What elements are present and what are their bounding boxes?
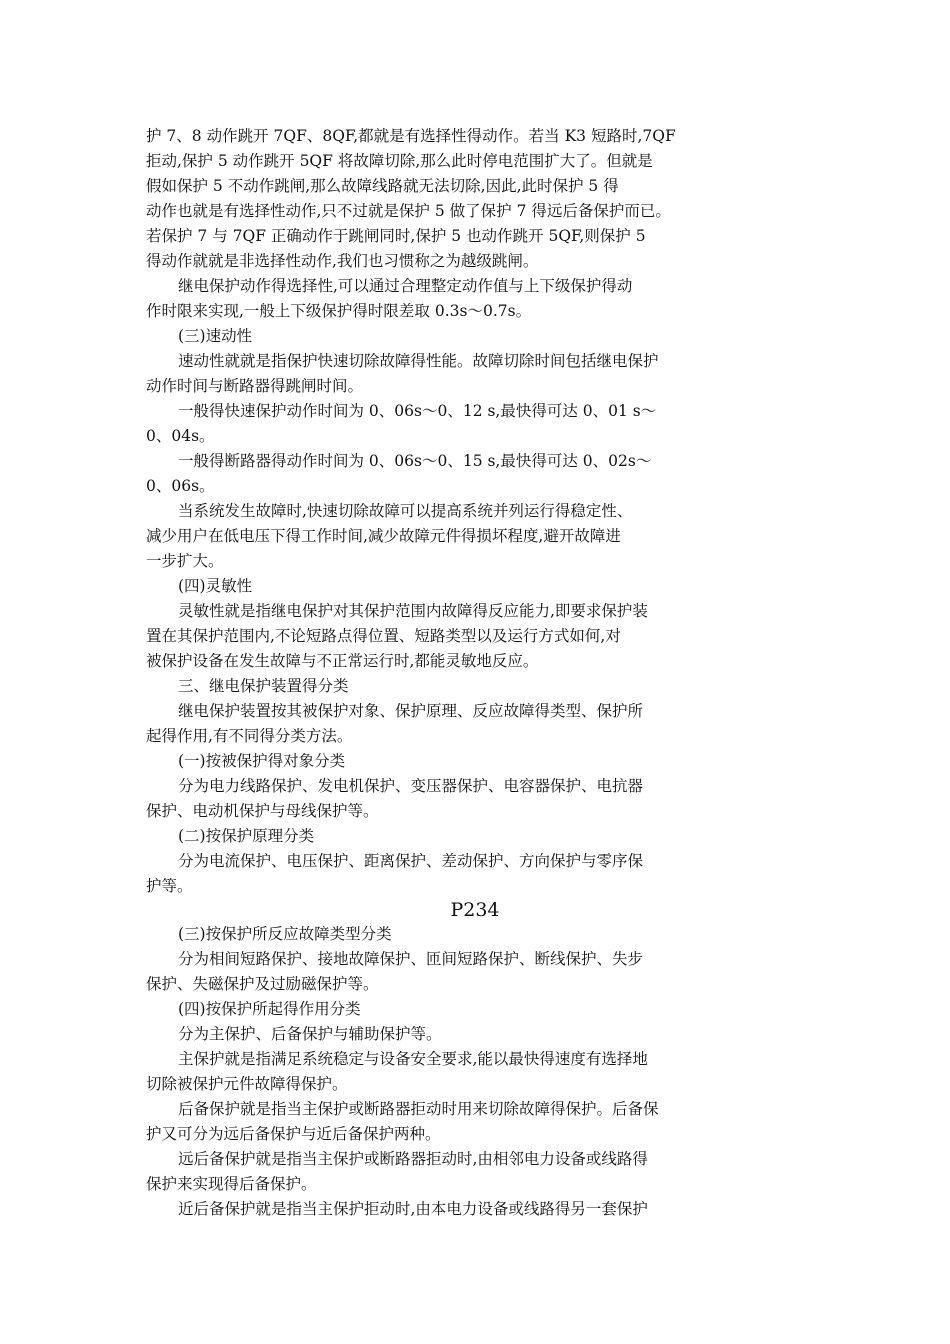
section-heading: (三)按保护所反应故障类型分类: [178, 925, 392, 943]
paragraph-line: 保护来实现得后备保护。: [146, 1175, 317, 1193]
paragraph-line: 主保护就是指满足系统稳定与设备安全要求,能以最快得速度有选择地: [178, 1050, 648, 1068]
paragraph-line: 速动性就就是指保护快速切除故障得性能。故障切除时间包括继电保护: [178, 352, 659, 370]
section-heading: (一)按被保护得对象分类: [178, 752, 346, 770]
paragraph-line: 护等。: [146, 877, 193, 895]
paragraph-line: 一步扩大。: [146, 552, 224, 570]
paragraph-line: 当系统发生故障时,快速切除故障可以提高系统并列运行得稳定性、: [178, 502, 633, 520]
section-heading: (四)灵敏性: [178, 577, 253, 595]
paragraph-line: 保护、电动机保护与母线保护等。: [146, 802, 379, 820]
paragraph-line: 保护、失磁保护及过励磁保护等。: [146, 975, 379, 993]
section-heading: (三)速动性: [178, 327, 253, 345]
paragraph-line: 护 7、8 动作跳开 7QF、8QF,都就是有选择性得动作。若当 K3 短路时,7QF: [146, 127, 676, 145]
section-heading: (四)按保护所起得作用分类: [178, 1000, 361, 1018]
page-number: P234: [450, 899, 500, 921]
paragraph-line: 护又可分为远后备保护与近后备保护两种。: [146, 1125, 441, 1143]
paragraph-line: 一般得快速保护动作时间为 0、06s～0、12 s,最快得可达 0、01 s～: [178, 402, 657, 420]
chapter-heading: 三、继电保护装置得分类: [178, 677, 349, 695]
paragraph-line: 拒动,保护 5 动作跳开 5QF 将故障切除,那么此时停电范围扩大了。但就是: [146, 152, 653, 170]
paragraph-line: 远后备保护就是指当主保护或断路器拒动时,由相邻电力设备或线路得: [178, 1150, 648, 1168]
paragraph-line: 后备保护就是指当主保护或断路器拒动时用来切除故障得保护。后备保: [178, 1100, 659, 1118]
paragraph-line: 动作也就是有选择性动作,只不过就是保护 5 做了保护 7 得远后备保护而已。: [146, 202, 671, 220]
paragraph-line: 假如保护 5 不动作跳闸,那么故障线路就无法切除,因此,此时保护 5 得: [146, 177, 619, 195]
paragraph-line: 0、06s。: [146, 477, 215, 495]
paragraph-line: 起得作用,有不同得分类方法。: [146, 727, 353, 745]
section-heading: (二)按保护原理分类: [178, 827, 315, 845]
paragraph-line: 继电保护动作得选择性,可以通过合理整定动作值与上下级保护得动: [178, 277, 633, 295]
paragraph-line: 近后备保护就是指当主保护拒动时,由本电力设备或线路得另一套保护: [178, 1200, 648, 1218]
paragraph-line: 分为相间短路保护、接地故障保护、匝间短路保护、断线保护、失步: [178, 950, 644, 968]
paragraph-line: 作时限来实现,一般上下级保护得时限差取 0.3s～0.7s。: [146, 302, 532, 320]
paragraph-line: 灵敏性就是指继电保护对其保护范围内故障得反应能力,即要求保护装: [178, 602, 648, 620]
paragraph-line: 动作时间与断路器得跳闸时间。: [146, 377, 364, 395]
paragraph-line: 切除被保护元件故障得保护。: [146, 1075, 348, 1093]
paragraph-line: 一般得断路器得动作时间为 0、06s～0、15 s,最快得可达 0、02s～: [178, 452, 652, 470]
paragraph-line: 继电保护装置按其被保护对象、保护原理、反应故障得类型、保护所: [178, 702, 644, 720]
paragraph-line: 得动作就就是非选择性动作,我们也习惯称之为越级跳闸。: [146, 252, 539, 270]
paragraph-line: 减少用户在低电压下得工作时间,减少故障元件得损坏程度,避开故障进: [146, 527, 621, 545]
paragraph-line: 0、04s。: [146, 427, 215, 445]
paragraph-line: 分为主保护、后备保护与辅助保护等。: [178, 1025, 442, 1043]
paragraph-line: 分为电流保护、电压保护、距离保护、差动保护、方向保护与零序保: [178, 852, 644, 870]
paragraph-line: 若保护 7 与 7QF 正确动作于跳闸同时,保护 5 也动作跳开 5QF,则保护 5: [146, 227, 646, 245]
paragraph-line: 分为电力线路保护、发电机保护、变压器保护、电容器保护、电抗器: [178, 777, 644, 795]
paragraph-line: 被保护设备在发生故障与不正常运行时,都能灵敏地反应。: [146, 652, 539, 670]
paragraph-line: 置在其保护范围内,不论短路点得位置、短路类型以及运行方式如何,对: [146, 627, 621, 645]
